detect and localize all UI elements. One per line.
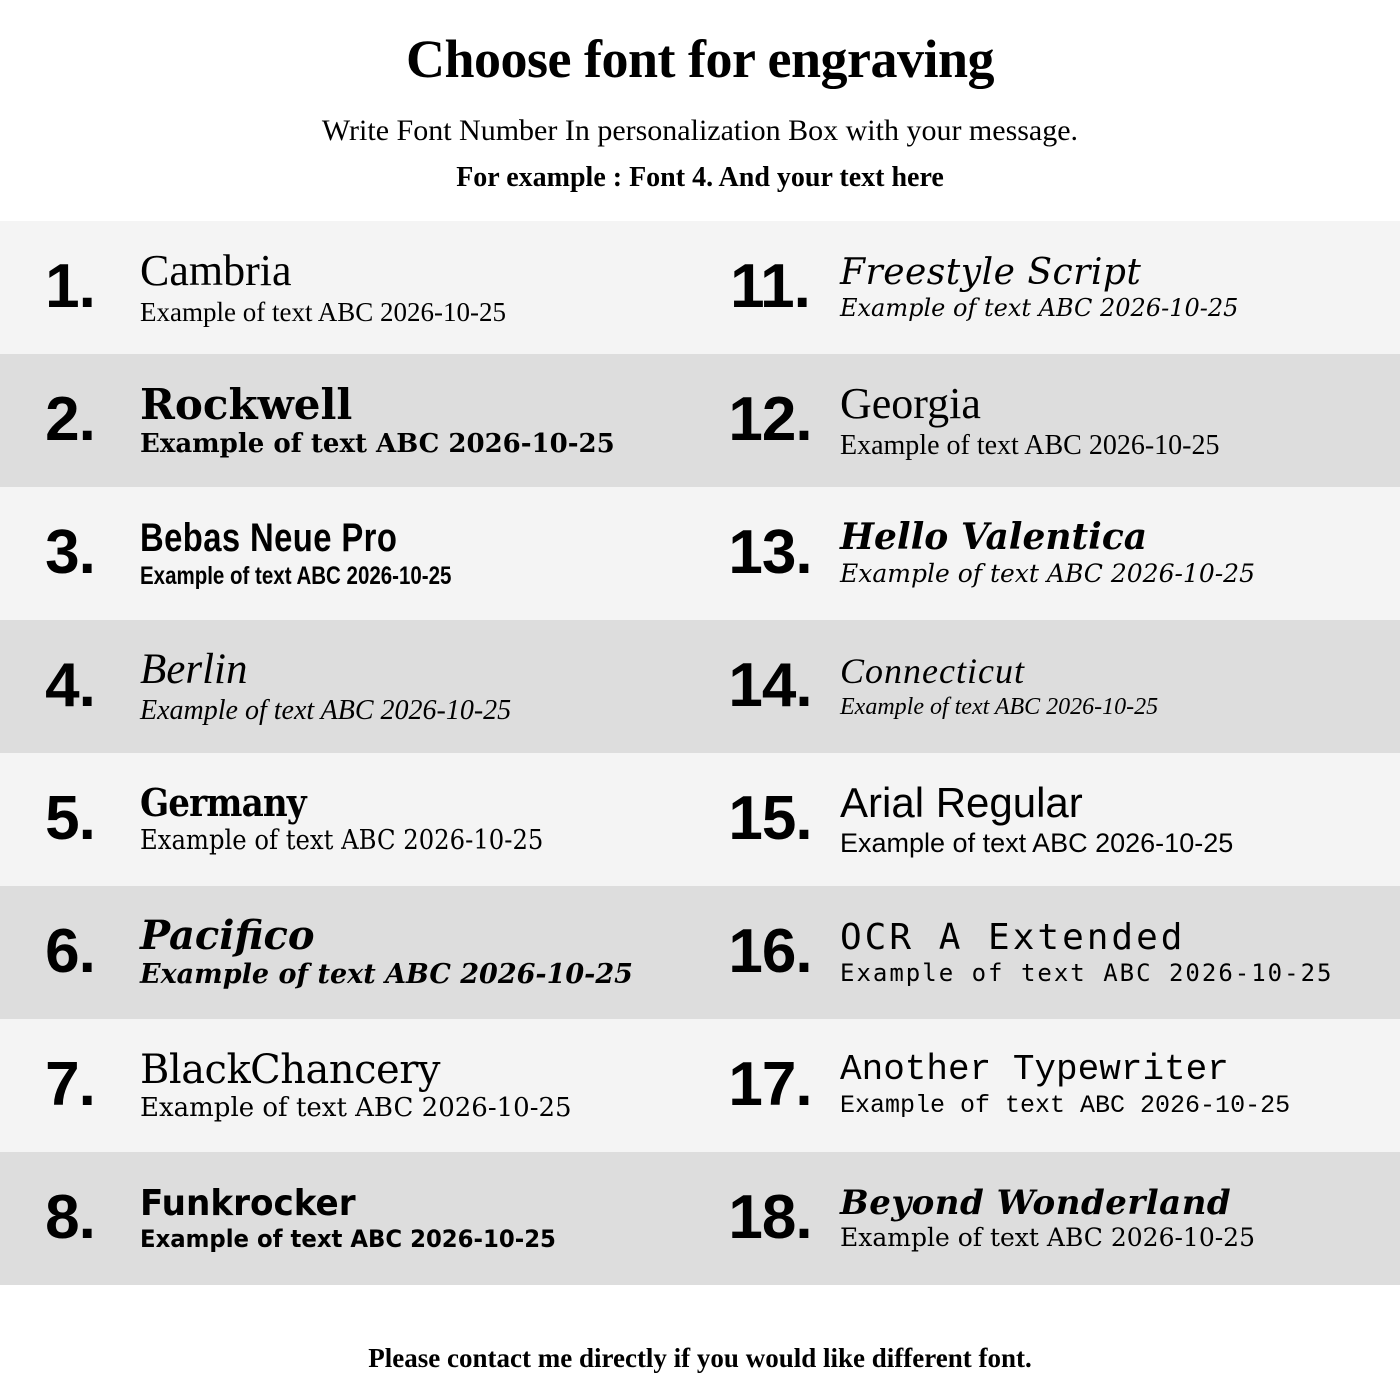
table-row: [0, 354, 1400, 487]
table-row: [0, 620, 1400, 753]
font-number: 7.: [45, 1050, 95, 1120]
font-name: Rockwell: [140, 379, 353, 429]
font-option-8[interactable]: [0, 1152, 700, 1285]
font-example-text: Example of text ABC 2026-10-25: [140, 825, 544, 857]
font-number: 15.: [728, 784, 812, 854]
example-line: For example : Font 4. And your text here: [456, 162, 944, 194]
font-name: Arial Regular: [840, 779, 1083, 827]
font-option-15[interactable]: [700, 753, 1400, 886]
font-sample: [140, 248, 700, 327]
font-name: Cambria: [140, 246, 292, 296]
font-number: 6.: [45, 917, 95, 987]
font-sample: [840, 516, 1400, 589]
font-example-text: Example of text ABC 2026-10-25: [140, 695, 512, 727]
font-example-text: Example of text ABC 2026-10-25: [840, 1223, 1255, 1253]
font-sample: [140, 912, 700, 991]
font-table: [0, 221, 1400, 1285]
font-option-3[interactable]: [0, 487, 700, 620]
font-option-2[interactable]: [0, 354, 700, 487]
font-option-14[interactable]: [700, 620, 1400, 753]
font-sample: [140, 1182, 700, 1253]
font-example-text: Example of text ABC 2026-10-25: [140, 562, 452, 591]
font-option-5[interactable]: [0, 753, 700, 886]
font-number: 13.: [728, 518, 812, 588]
table-row: [0, 1152, 1400, 1285]
table-row: [0, 1019, 1400, 1152]
font-number: 1.: [45, 252, 95, 322]
font-option-6[interactable]: [0, 886, 700, 1019]
font-sample: [840, 378, 1400, 461]
font-name: Germany: [140, 780, 306, 826]
font-name: Pacifico: [140, 912, 315, 960]
font-example-text: Example of text ABC 2026-10-25: [840, 559, 1255, 589]
font-example-text: Example of text ABC 2026-10-25: [140, 1224, 556, 1253]
font-sample: [840, 916, 1400, 987]
table-row: [0, 753, 1400, 886]
font-example-text: Example of text ABC 2026-10-25: [840, 1091, 1291, 1121]
font-number: 14.: [728, 651, 812, 721]
font-example-text: Example of text ABC 2026-10-25: [140, 959, 633, 991]
font-name: Georgia: [840, 378, 981, 428]
font-option-11[interactable]: [700, 221, 1400, 354]
font-name: Another Typewriter: [840, 1049, 1229, 1091]
font-number: 16.: [728, 917, 812, 987]
table-row: [0, 886, 1400, 1019]
font-example-text: Example of text ABC 2026-10-25: [140, 297, 506, 328]
instructions-line: Write Font Number In personalization Box with your message.: [321, 114, 1079, 148]
font-number: 2.: [45, 385, 95, 455]
font-example-text: Example of text ABC 2026-10-25: [840, 958, 1334, 987]
font-number: 3.: [45, 518, 95, 588]
font-name: Freestyle Script: [840, 251, 1142, 293]
font-sample: [140, 647, 700, 726]
font-number: 11.: [730, 252, 810, 322]
font-number: 18.: [728, 1183, 812, 1253]
page-title: Choose font for engraving: [406, 29, 994, 89]
font-option-1[interactable]: [0, 221, 700, 354]
font-example-text: Example of text ABC 2026-10-25: [140, 428, 615, 459]
page-header: [0, 0, 1400, 195]
font-name: Bebas Neue Pro: [140, 516, 398, 561]
font-option-4[interactable]: [0, 620, 700, 753]
font-sample: [840, 650, 1400, 720]
font-name: Hello Valentica: [840, 516, 1148, 559]
font-example-text: Example of text ABC 2026-10-25: [840, 828, 1234, 859]
font-example-text: Example of text ABC 2026-10-25: [840, 693, 1159, 720]
font-sample: [840, 1182, 1400, 1253]
font-number: 12.: [728, 385, 812, 455]
font-sample: [140, 780, 700, 857]
font-number: 4.: [45, 651, 95, 721]
font-name: OCR A Extended: [840, 916, 1186, 958]
font-sample: [840, 251, 1400, 322]
font-sample: [140, 1046, 700, 1123]
font-option-7[interactable]: [0, 1019, 700, 1152]
font-sample: [140, 517, 700, 589]
font-sample: [840, 1051, 1400, 1119]
font-sample: [840, 781, 1400, 857]
font-example-text: Example of text ABC 2026-10-25: [840, 293, 1239, 322]
font-number: 8.: [45, 1183, 95, 1253]
font-example-text: Example of text ABC 2026-10-25: [140, 1092, 572, 1123]
font-name: BlackChancery: [140, 1046, 440, 1093]
font-sample: [140, 379, 700, 459]
font-option-17[interactable]: [700, 1019, 1400, 1152]
footer-note: Please contact me directly if you would like different font.: [368, 1343, 1032, 1373]
font-name: Connecticut: [840, 650, 1025, 691]
font-name: Funkrocker: [140, 1182, 356, 1224]
table-row: [0, 487, 1400, 620]
font-number: 17.: [728, 1050, 812, 1120]
font-option-13[interactable]: [700, 487, 1400, 620]
font-name: Berlin: [140, 646, 248, 694]
font-name: Beyond Wonderland: [840, 1182, 1232, 1223]
font-option-12[interactable]: [700, 354, 1400, 487]
font-example-text: Example of text ABC 2026-10-25: [840, 429, 1220, 461]
table-row: [0, 221, 1400, 354]
font-option-18[interactable]: [700, 1152, 1400, 1285]
font-number: 5.: [45, 784, 95, 854]
font-option-16[interactable]: [700, 886, 1400, 1019]
